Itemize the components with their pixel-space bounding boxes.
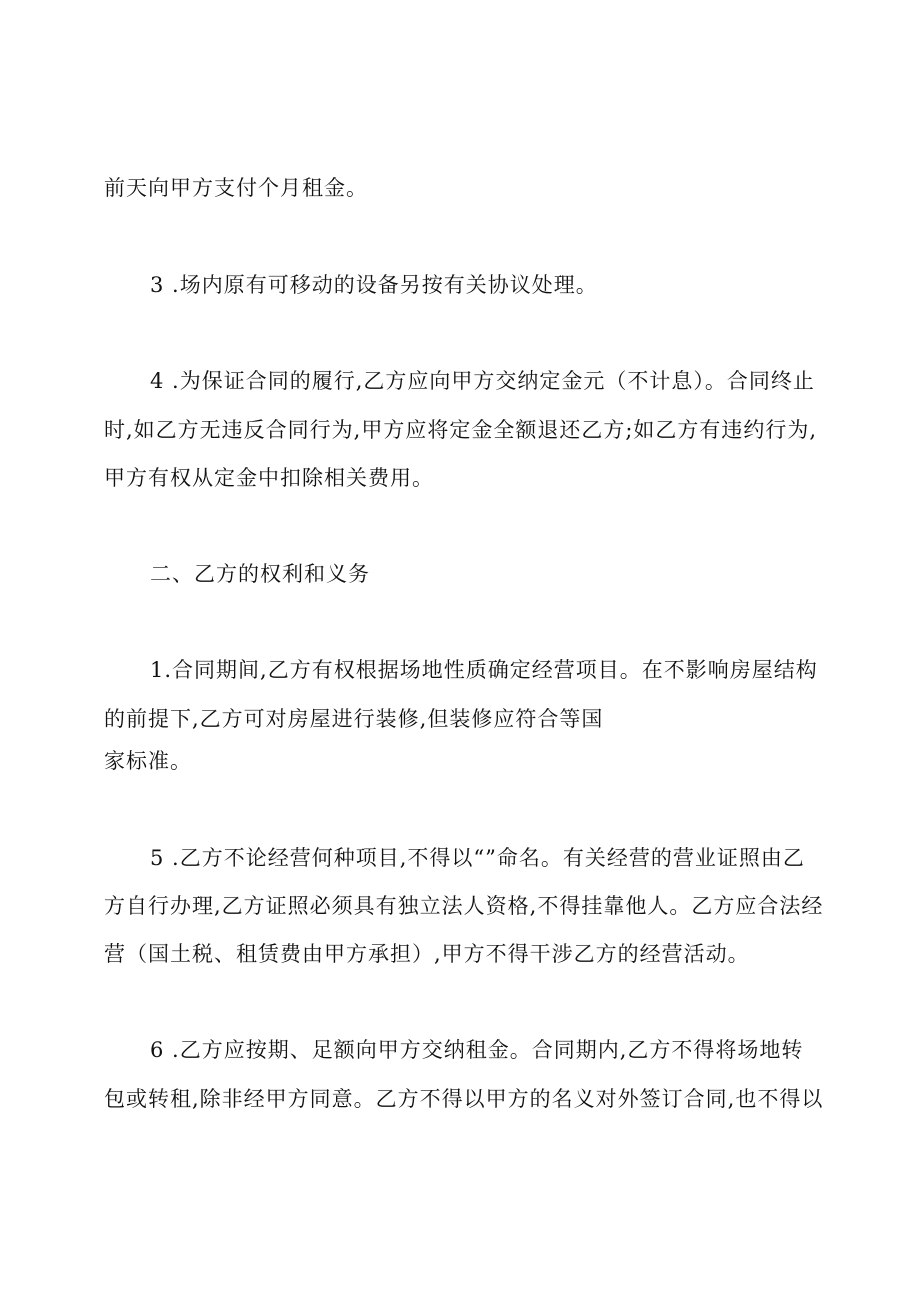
clause-4-line-2: 时,如乙方无违反合同行为,甲方应将定金全额退还乙方;如乙方有违约行为,	[104, 418, 818, 442]
clause-5-line-1: 5 .乙方不论经营何种项目,不得以“”命名。有关经营的营业证照由乙	[150, 846, 805, 870]
clause-1-line-3: 家标准。	[104, 749, 192, 773]
clause-4-line-3: 甲方有权从定金中扣除相关费用。	[104, 466, 434, 490]
paragraph-line-1: 前天向甲方支付个月租金。	[104, 176, 368, 200]
clause-6-line-1: 6 .乙方应按期、足额向甲方交纳租金。合同期内,乙方不得将场地转	[150, 1038, 804, 1062]
clause-5-line-3: 营（国土税、租赁费由甲方承担）,甲方不得干涉乙方的经营活动。	[104, 942, 750, 966]
clause-1-line-1: 1.合同期间,乙方有权根据场地性质确定经营项目。在不影响房屋结构	[150, 658, 818, 682]
clause-5-line-2: 方自行办理,乙方证照必须具有独立法人资格,不得挂靠他人。乙方应合法经	[104, 894, 824, 918]
clause-3-line-1: 3 .场内原有可移动的设备另按有关协议处理。	[150, 273, 598, 297]
section-heading: 二、乙方的权利和义务	[150, 562, 370, 586]
clause-6-line-2: 包或转租,除非经甲方同意。乙方不得以甲方的名义对外签订合同,也不得以	[104, 1087, 824, 1111]
clause-4-line-1: 4 .为保证合同的履行,乙方应向甲方交纳定金元（不计息）。合同终止	[150, 369, 815, 393]
clause-1-line-2: 的前提下,乙方可对房屋进行装修,但装修应符合等国	[104, 707, 604, 731]
